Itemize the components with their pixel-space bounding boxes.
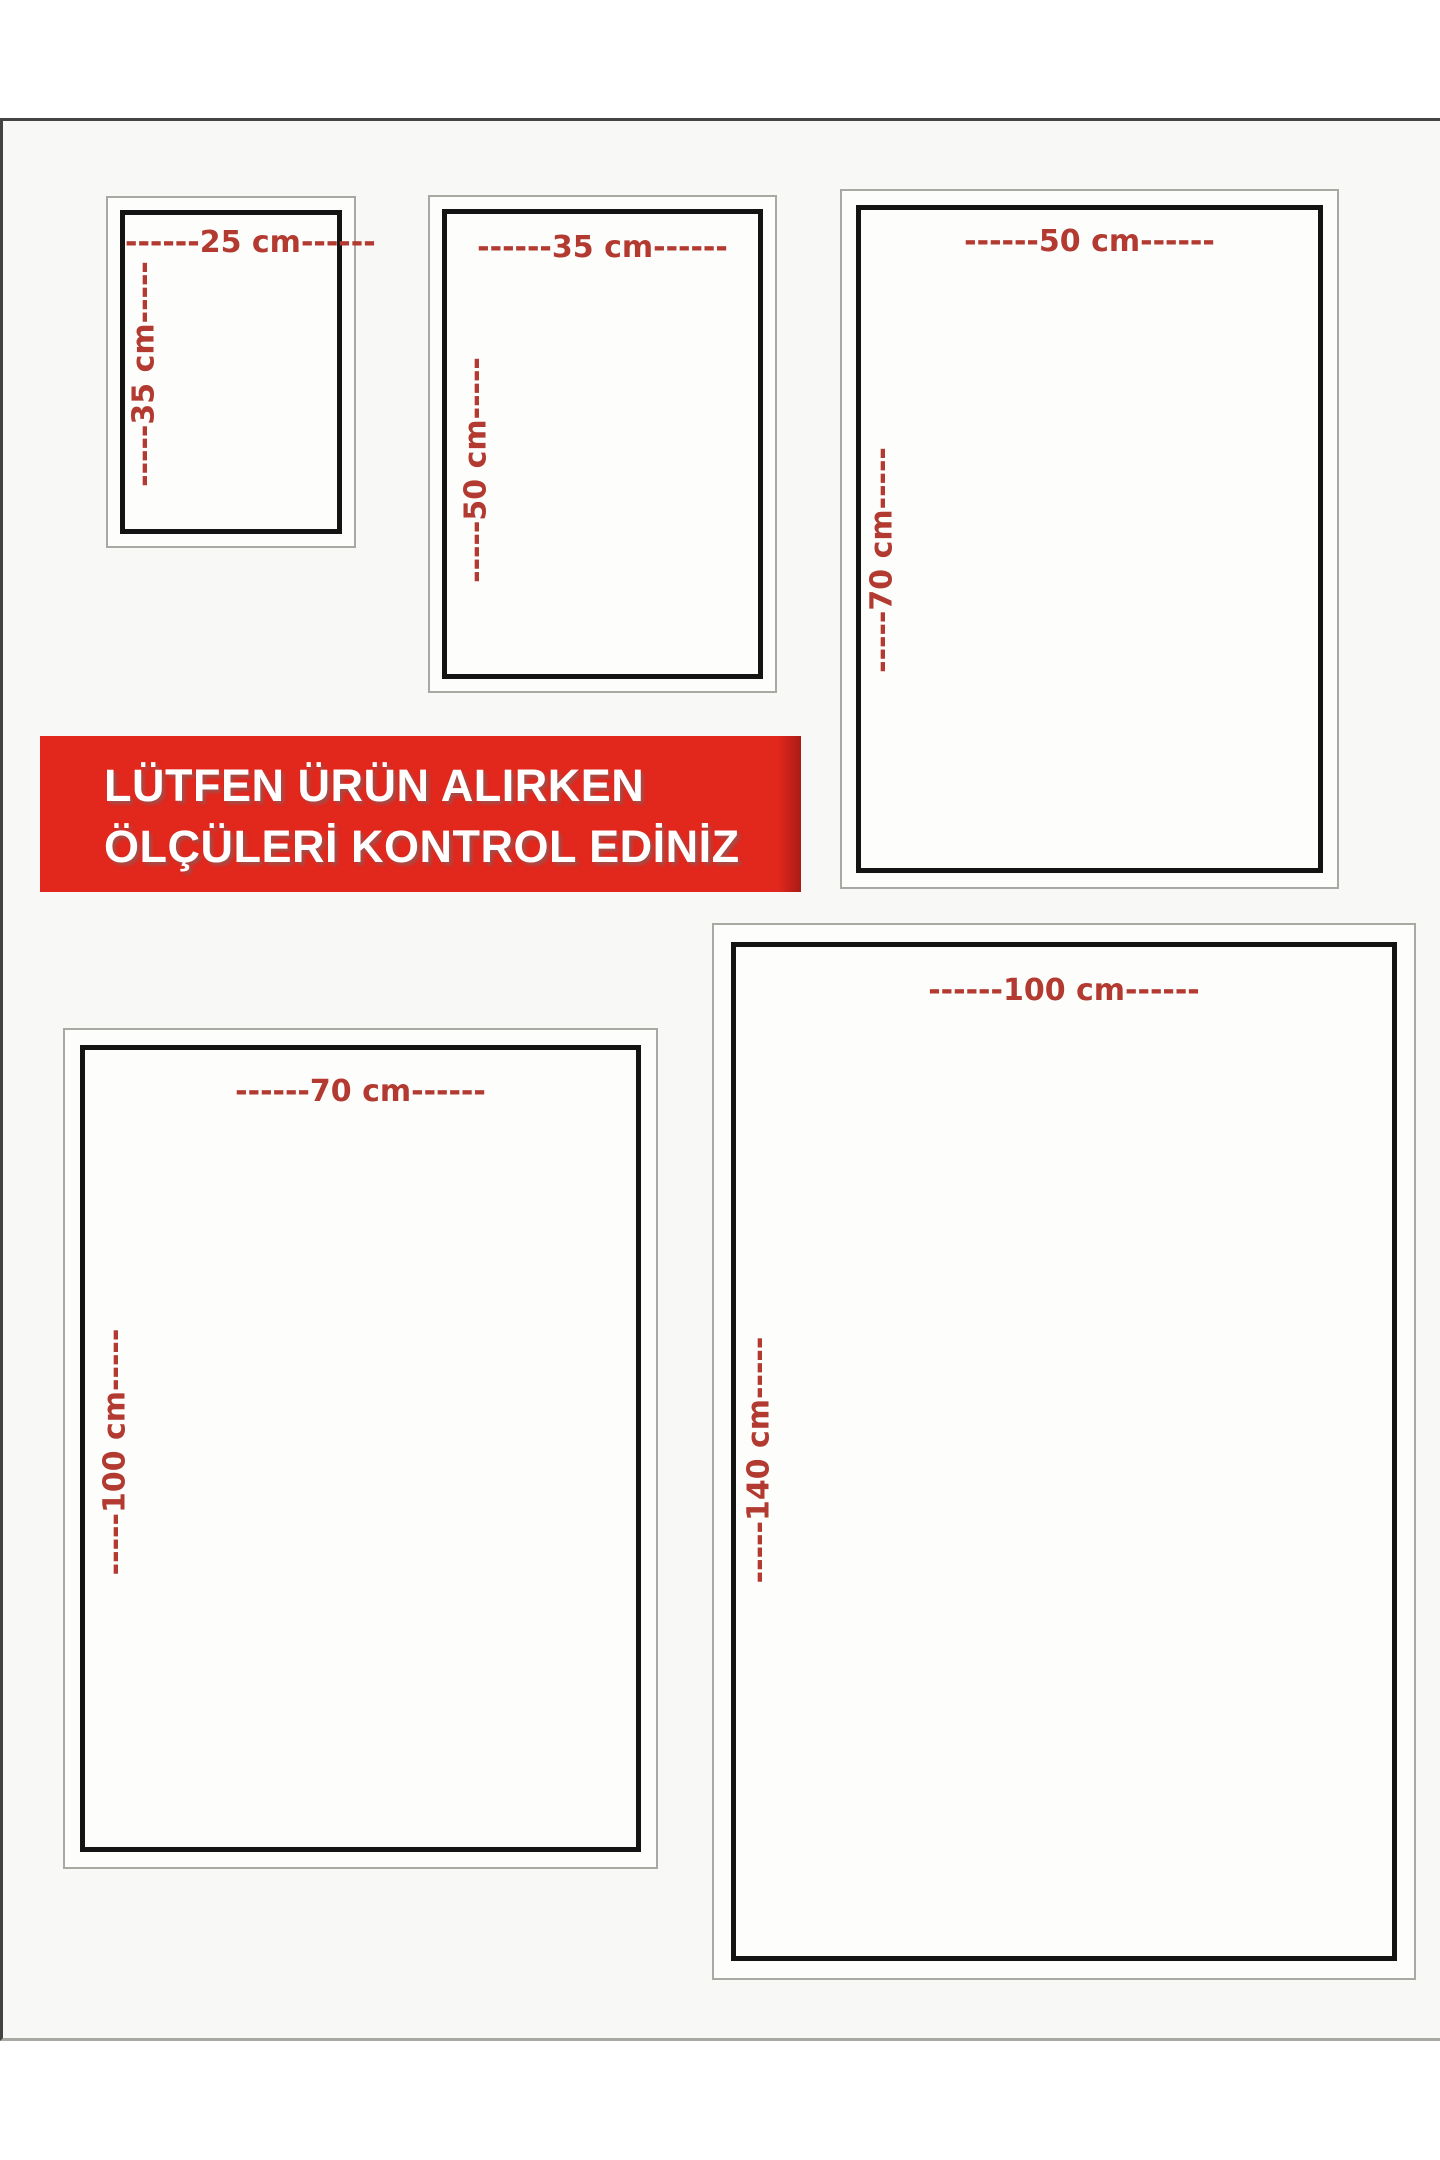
warning-banner-line1: LÜTFEN ÜRÜN ALIRKEN bbox=[104, 760, 645, 811]
height-label-140cm: -----140 cm----- bbox=[741, 1336, 777, 1584]
size-box-70x100-frame bbox=[80, 1045, 641, 1852]
content-area bbox=[0, 118, 1440, 2041]
height-label-100cm: -----100 cm----- bbox=[97, 1328, 133, 1576]
width-label-50cm: ------50 cm------ bbox=[964, 224, 1215, 259]
width-label-35cm: ------35 cm------ bbox=[477, 230, 728, 265]
width-label-25cm: ------25 cm------ bbox=[125, 225, 376, 260]
size-box-50x70-frame bbox=[856, 205, 1323, 873]
size-box-50x70 bbox=[840, 189, 1339, 889]
size-box-100x140-frame bbox=[731, 942, 1397, 1961]
warning-banner bbox=[40, 736, 801, 892]
size-box-70x100 bbox=[63, 1028, 658, 1869]
height-label-35cm: -----35 cm----- bbox=[126, 261, 162, 487]
warning-banner-line2: ÖLÇÜLERİ KONTROL EDİNİZ bbox=[104, 821, 740, 872]
width-label-100cm: ------100 cm------ bbox=[928, 973, 1200, 1008]
size-box-100x140 bbox=[712, 923, 1416, 1980]
width-label-70cm: ------70 cm------ bbox=[235, 1074, 486, 1109]
height-label-70cm: -----70 cm----- bbox=[864, 447, 900, 673]
height-label-50cm: -----50 cm----- bbox=[458, 357, 494, 583]
size-box-25x35 bbox=[106, 196, 376, 548]
size-box-35x50 bbox=[428, 195, 777, 693]
